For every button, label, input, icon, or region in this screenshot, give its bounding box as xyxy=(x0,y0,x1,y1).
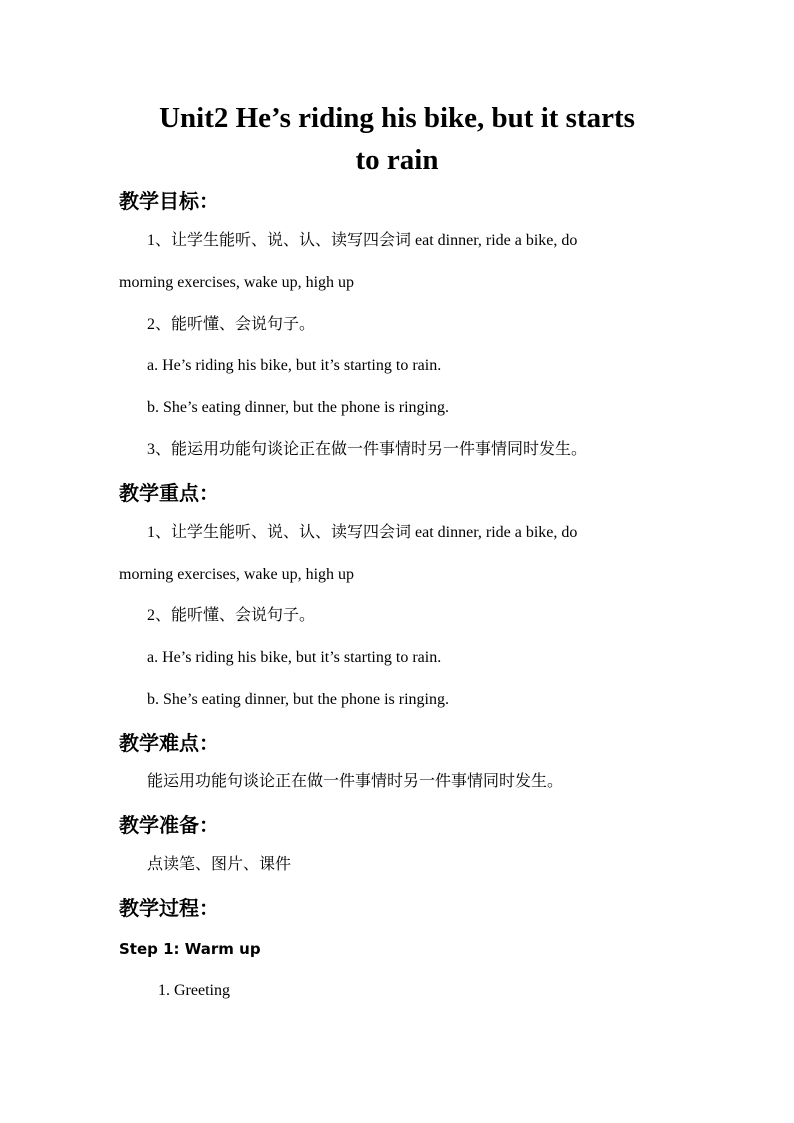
objectives-item-1-line-1: 1、让学生能听、说、认、读写四会词 eat dinner, ride a bike, do xyxy=(147,232,578,249)
key-points-heading: 教学重点： xyxy=(119,481,219,505)
objectives-sentence-b: b. She’s eating dinner, but the phone is ringing. xyxy=(147,399,449,416)
preparation-text: 点读笔、图片、课件 xyxy=(147,856,292,873)
preparation-heading: 教学准备： xyxy=(119,813,219,837)
key-points-sentence-a: a. He’s riding his bike, but it’s starting to rain. xyxy=(147,649,442,666)
objectives-heading: 教学目标： xyxy=(119,189,219,213)
document-title-line-1: Unit2 He’s riding his bike, but it starts xyxy=(159,102,635,134)
objectives-item-1-line-2: morning exercises, wake up, high up xyxy=(119,274,355,291)
difficulties-text: 能运用功能句谈论正在做一件事情时另一件事情同时发生。 xyxy=(147,773,564,790)
difficulties-heading: 教学难点： xyxy=(119,731,219,755)
process-heading: 教学过程： xyxy=(119,896,219,920)
objectives-item-3: 3、能运用功能句谈论正在做一件事情时另一件事情同时发生。 xyxy=(147,441,588,458)
objectives-sentence-a: a. He’s riding his bike, but it’s starting to rain. xyxy=(147,357,442,374)
key-points-item-1-line-2: morning exercises, wake up, high up xyxy=(119,566,355,583)
key-points-sentence-b: b. She’s eating dinner, but the phone is ringing. xyxy=(147,691,449,708)
step-1-heading: Step 1: Warm up xyxy=(119,940,261,958)
key-points-item-1-line-1: 1、让学生能听、说、认、读写四会词 eat dinner, ride a bike, do xyxy=(147,524,578,541)
key-points-item-2: 2、能听懂、会说句子。 xyxy=(147,607,316,624)
step-1-item-1: 1. Greeting xyxy=(158,982,230,999)
objectives-item-2: 2、能听懂、会说句子。 xyxy=(147,316,316,333)
document-title-line-2: to rain xyxy=(355,144,439,176)
